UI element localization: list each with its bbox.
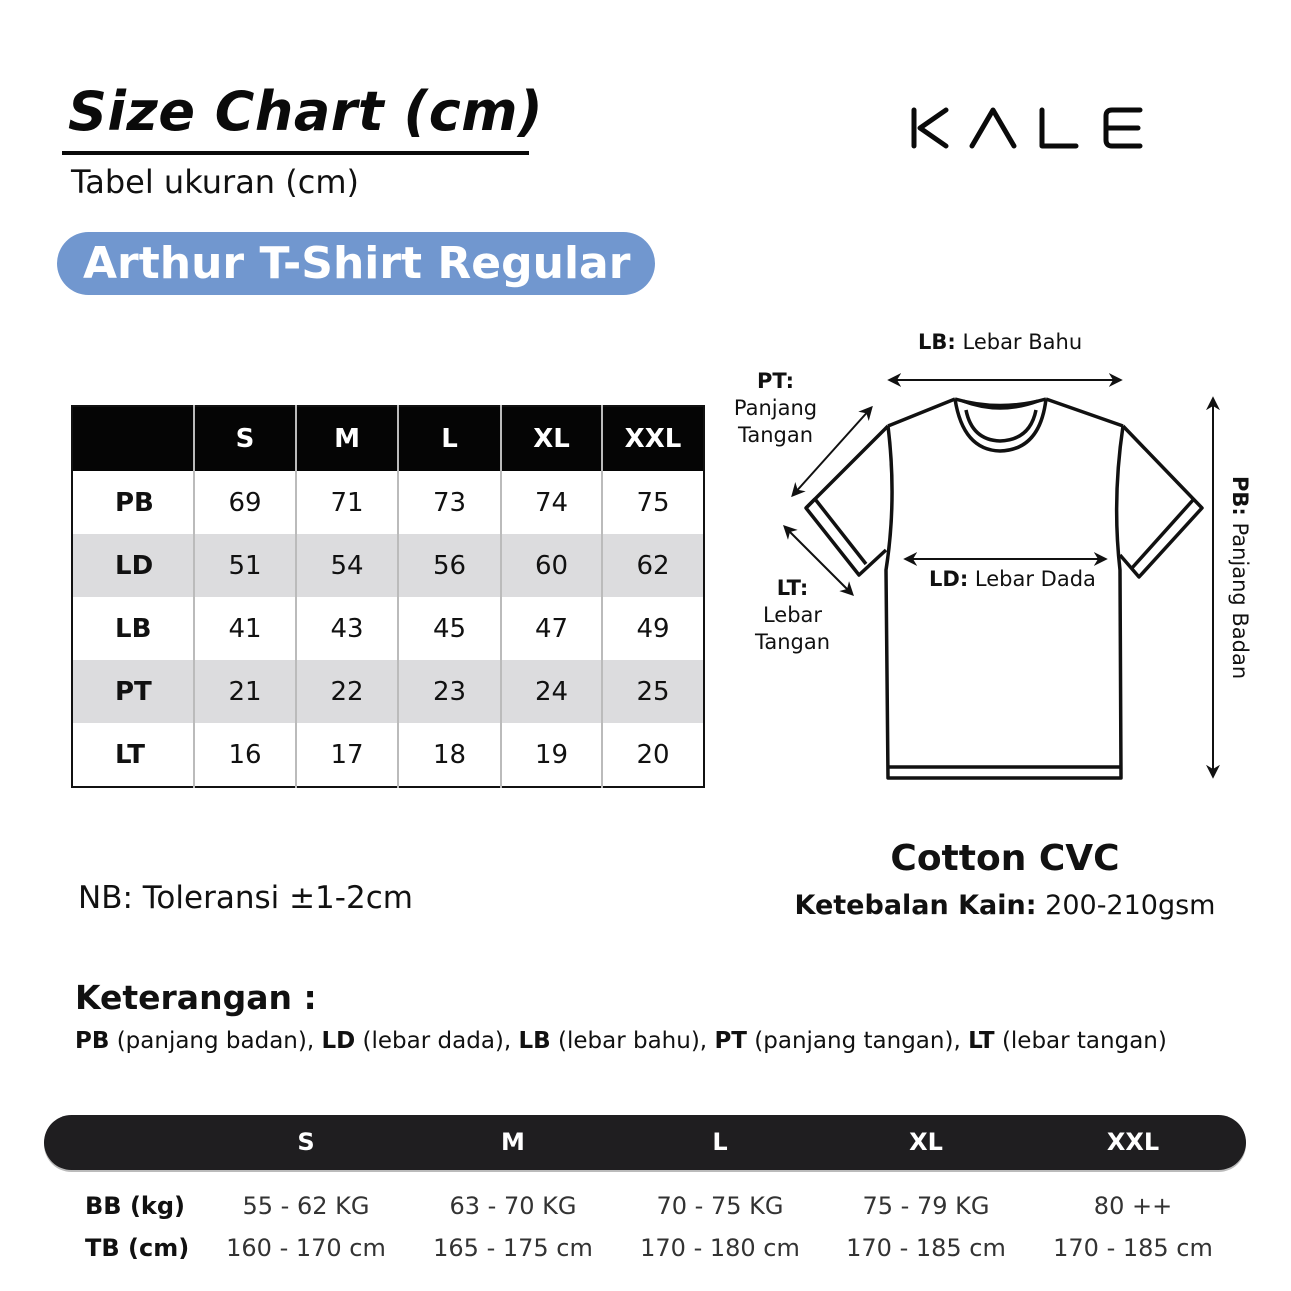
page-title: Size Chart (cm) <box>68 80 544 143</box>
pb-label: PB: Panjang Badan <box>1228 476 1252 680</box>
rec-cell: 160 - 170 cm <box>226 1234 386 1262</box>
rec-cell: 80 ++ <box>1093 1192 1173 1220</box>
tolerance-note: NB: Toleransi ±1-2cm <box>78 880 413 916</box>
cell: 51 <box>194 534 296 597</box>
cell: 17 <box>296 723 398 787</box>
cell: 56 <box>398 534 501 597</box>
cell: 25 <box>602 660 704 723</box>
table-row <box>72 597 704 660</box>
rec-cell: 63 - 70 KG <box>449 1192 577 1220</box>
size-header-row <box>72 406 704 471</box>
table-row <box>72 660 704 723</box>
row-label: LB <box>115 613 152 644</box>
cell: 20 <box>602 723 704 787</box>
fabric-title: Cotton CVC <box>890 838 1120 879</box>
cell: 75 <box>602 471 704 534</box>
cell: 69 <box>194 471 296 534</box>
rec-row-label-tb: TB (cm) <box>85 1234 190 1262</box>
rec-cell: 170 - 185 cm <box>1053 1234 1213 1262</box>
cell: 16 <box>194 723 296 787</box>
size-header-xl: XL <box>501 406 602 471</box>
legend-body: PB (panjang badan), LD (lebar dada), LB (lebar bahu), PT (panjang tangan), LT (lebar tangan) <box>75 1028 1167 1054</box>
title-underline <box>62 151 529 155</box>
table-row <box>72 534 704 597</box>
row-label: PB <box>115 487 154 518</box>
cell: 19 <box>501 723 602 787</box>
table-row <box>72 723 704 787</box>
product-name-badge: Arthur T-Shirt Regular <box>57 232 655 295</box>
rec-size-s: S <box>297 1128 315 1156</box>
pt-label: PT: Panjang Tangan <box>733 369 818 447</box>
row-label: LD <box>72 534 194 597</box>
cell: 60 <box>501 534 602 597</box>
size-chart-table <box>71 405 705 788</box>
cell: 47 <box>501 597 602 660</box>
cell: 18 <box>398 723 501 787</box>
cell: 74 <box>501 471 602 534</box>
rec-cell: 165 - 175 cm <box>433 1234 593 1262</box>
row-label: LT <box>115 739 145 770</box>
rec-size-l: L <box>712 1128 728 1156</box>
rec-size-m: M <box>501 1128 525 1156</box>
rec-cell: 70 - 75 KG <box>656 1192 784 1220</box>
cell: 43 <box>296 597 398 660</box>
size-header-s: S <box>194 406 296 471</box>
fabric-thickness: Ketebalan Kain: 200-210gsm <box>794 890 1216 921</box>
table-row <box>72 471 704 534</box>
corner-cell <box>72 406 194 471</box>
lt-label: LT: Lebar Tangan <box>754 576 831 654</box>
cell: 21 <box>194 660 296 723</box>
cell: 41 <box>194 597 296 660</box>
rec-cell: 55 - 62 KG <box>242 1192 370 1220</box>
row-label: PT <box>72 660 194 723</box>
rec-size-xl: XL <box>909 1128 943 1156</box>
size-header-l: L <box>398 406 501 471</box>
cell: 73 <box>398 471 501 534</box>
cell: 62 <box>602 534 704 597</box>
cell: 54 <box>296 534 398 597</box>
brand-logo <box>906 102 1146 154</box>
size-header-xxl: XXL <box>602 406 704 471</box>
lb-label: LB: Lebar Bahu <box>918 330 1083 354</box>
legend-title: Keterangan : <box>75 978 317 1017</box>
cell: 24 <box>501 660 602 723</box>
page-subtitle: Tabel ukuran (cm) <box>71 163 359 201</box>
cell: 23 <box>398 660 501 723</box>
rec-cell: 170 - 185 cm <box>846 1234 1006 1262</box>
rec-cell: 170 - 180 cm <box>640 1234 800 1262</box>
ld-label: LD: Lebar Dada <box>929 567 1096 591</box>
cell: 71 <box>296 471 398 534</box>
cell: 49 <box>602 597 704 660</box>
cell: 45 <box>398 597 501 660</box>
rec-size-xxl: XXL <box>1106 1128 1160 1156</box>
rec-row-label-bb: BB (kg) <box>85 1192 186 1220</box>
cell: 22 <box>296 660 398 723</box>
rec-cell: 75 - 79 KG <box>862 1192 990 1220</box>
size-header-m: M <box>296 406 398 471</box>
